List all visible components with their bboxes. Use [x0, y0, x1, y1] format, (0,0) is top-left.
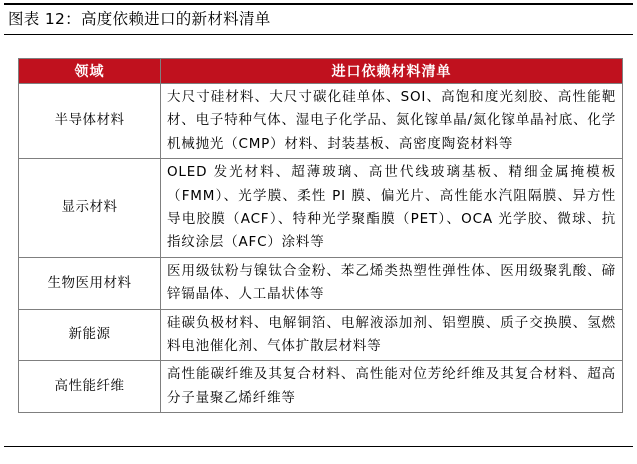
- row-field: 半导体材料: [19, 84, 161, 159]
- row-field: 显示材料: [19, 159, 161, 258]
- table-header-row: [19, 59, 623, 84]
- header-materials: 进口依赖材料清单: [161, 59, 623, 84]
- materials-table: [18, 58, 623, 413]
- row-materials: OLED 发光材料、超薄玻璃、高世代线玻璃基板、精细金属掩模板（FMM）、光学膜、柔性 PI 膜、偏光片、高性能水汽阻隔膜、异方性导电胶膜（ACF）、特种光学聚酯膜（PET）、OCA 光学胶、微球、抗指纹涂层（AFC）涂料等: [161, 159, 623, 258]
- row-materials: 医用级钛粉与镍钛合金粉、苯乙烯类热塑性弹性体、医用级聚乳酸、碲锌镉晶体、人工晶状体等: [161, 257, 623, 309]
- row-field: 生物医用材料: [19, 257, 161, 309]
- title-bottom-rule: [4, 34, 633, 35]
- row-materials: 高性能碳纤维及其复合材料、高性能对位芳纶纤维及其复合材料、超高分子量聚乙烯纤维等: [161, 361, 623, 413]
- table-row: [19, 84, 623, 159]
- header-field: 领域: [19, 59, 161, 84]
- row-field: 高性能纤维: [19, 361, 161, 413]
- figure-bottom-rule: [4, 446, 633, 447]
- figure-title: 图表 12：高度依赖进口的新材料清单: [8, 10, 271, 28]
- table-row: [19, 257, 623, 309]
- title-top-rule: [4, 3, 633, 5]
- table-row: [19, 361, 623, 413]
- table-row: [19, 159, 623, 258]
- row-field: 新能源: [19, 309, 161, 361]
- table-row: [19, 309, 623, 361]
- row-materials: 大尺寸硅材料、大尺寸碳化硅单体、SOI、高饱和度光刻胶、高性能靶材、电子特种气体、湿电子化学品、氮化镓单晶/氮化镓单晶衬底、化学机械抛光（CMP）材料、封装基板、高密度陶瓷材料等: [161, 84, 623, 159]
- row-materials: 硅碳负极材料、电解铜箔、电解液添加剂、铝塑膜、质子交换膜、氢燃料电池催化剂、气体扩散层材料等: [161, 309, 623, 361]
